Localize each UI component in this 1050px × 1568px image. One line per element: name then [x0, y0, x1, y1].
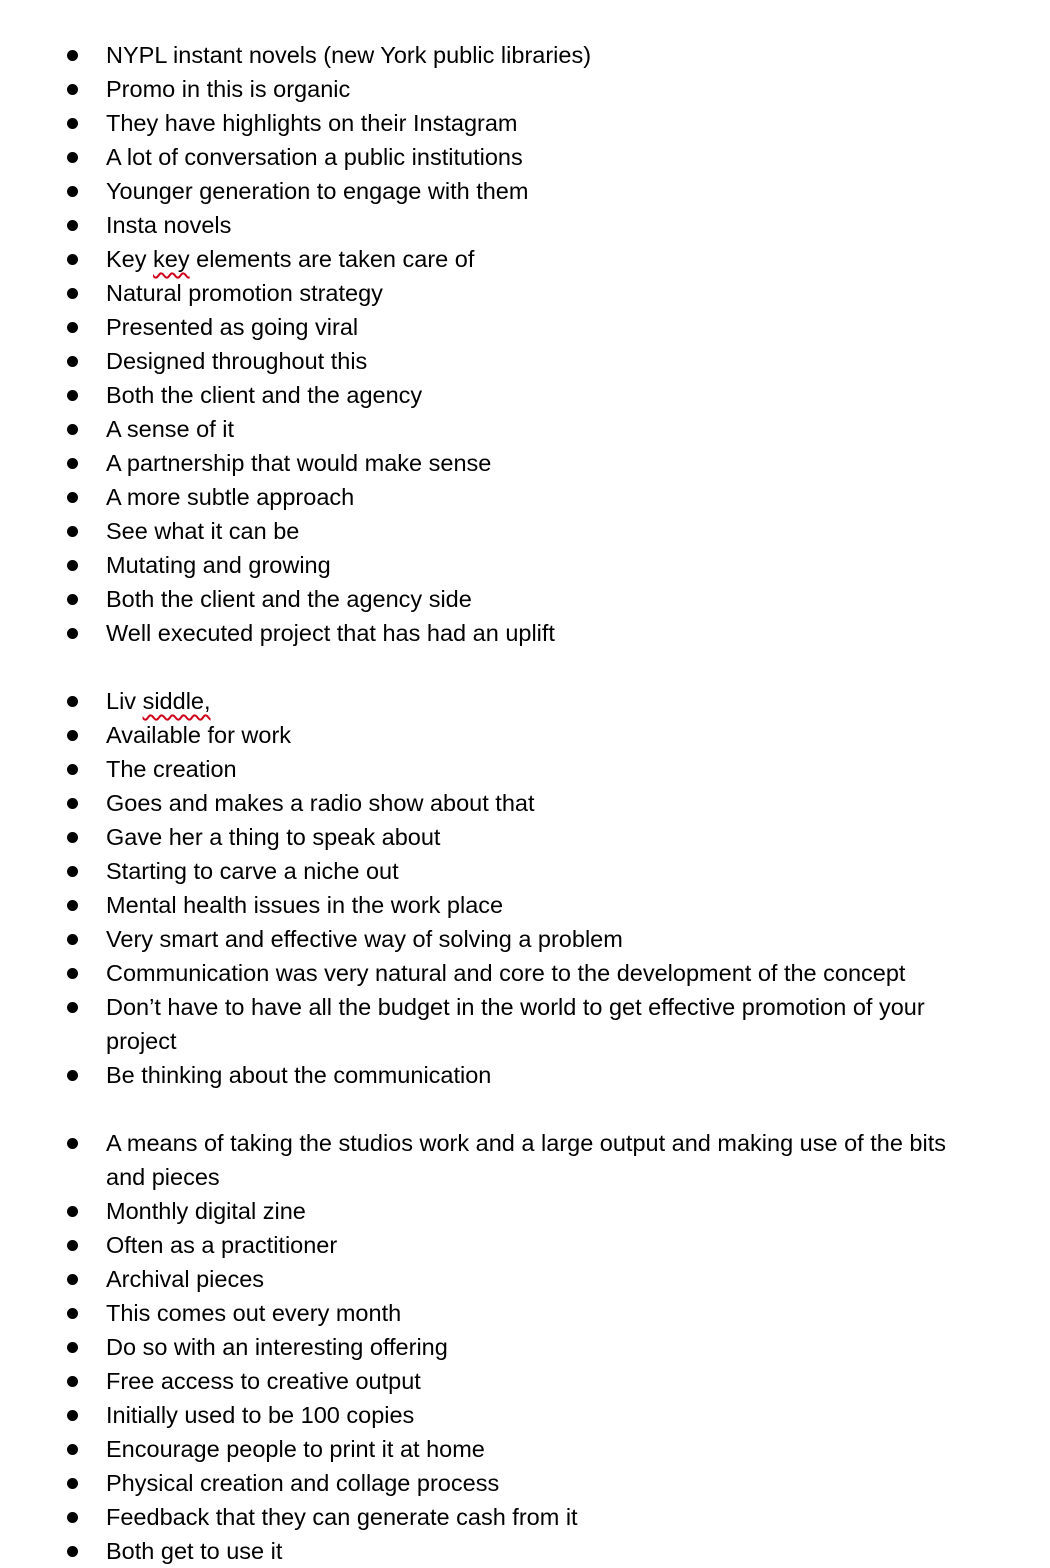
list-item	[0, 1364, 1050, 1398]
bullet-icon	[67, 866, 78, 877]
list-item	[0, 106, 1050, 140]
list-item	[0, 786, 1050, 820]
list-item	[0, 1296, 1050, 1330]
bullet-icon	[67, 1206, 78, 1217]
bullet-icon	[67, 424, 78, 435]
list-item	[0, 310, 1050, 344]
list-item	[0, 514, 1050, 548]
list-item-text: Promo in this is organic	[106, 76, 351, 102]
list-item-text: Presented as going viral	[106, 314, 359, 340]
bullet-icon	[67, 594, 78, 605]
list-item	[0, 684, 1050, 718]
list-item-text: Both the client and the agency	[106, 382, 423, 408]
list-item	[0, 1466, 1050, 1500]
list-item	[0, 854, 1050, 888]
list-item-text: Available for work	[106, 722, 292, 748]
text-run: Liv	[106, 688, 143, 714]
list-item	[0, 208, 1050, 242]
bullet-icon	[67, 934, 78, 945]
bullet-icon	[67, 220, 78, 231]
bullet-icon	[67, 288, 78, 299]
spelling-error-word[interactable]: key	[153, 246, 190, 272]
list-item-text: Mental health issues in the work place	[106, 892, 504, 918]
list-item-text	[106, 684, 980, 718]
list-item	[0, 378, 1050, 412]
list-item	[0, 1262, 1050, 1296]
bullet-icon	[67, 1274, 78, 1285]
list-item-text: Feedback that they can generate cash from it	[106, 1504, 578, 1530]
list-item-text: Well executed project that has had an uplift	[106, 620, 555, 646]
list-item-text: A means of taking the studios work and a large output and making use of the bits and pieces	[106, 1130, 946, 1190]
document-page	[0, 38, 1050, 1568]
list-item-text: A more subtle approach	[106, 484, 355, 510]
list-item	[0, 412, 1050, 446]
list-item-text: Designed throughout this	[106, 348, 368, 374]
bullet-icon	[67, 1444, 78, 1455]
list-item	[0, 344, 1050, 378]
list-item-text: Gave her a thing to speak about	[106, 824, 441, 850]
bullet-icon	[67, 84, 78, 95]
bullet-icon	[67, 968, 78, 979]
list-item-text: Don’t have to have all the budget in the world to get effective promotion of your project	[106, 994, 925, 1054]
list-item	[0, 548, 1050, 582]
list-item-text: Starting to carve a niche out	[106, 858, 399, 884]
list-item-text: Goes and makes a radio show about that	[106, 790, 535, 816]
bullet-icon	[67, 1342, 78, 1353]
list-item-text: A lot of conversation a public institutions	[106, 144, 523, 170]
list-item-text: Both the client and the agency side	[106, 586, 472, 612]
list-item	[0, 38, 1050, 72]
bullet-list-2	[0, 684, 1050, 1092]
bullet-icon	[67, 50, 78, 61]
bullet-icon	[67, 322, 78, 333]
list-item	[0, 446, 1050, 480]
list-item-text: Very smart and effective way of solving a problem	[106, 926, 623, 952]
bullet-icon	[67, 900, 78, 911]
list-item-text: Archival pieces	[106, 1266, 265, 1292]
bullet-icon	[67, 186, 78, 197]
list-item-text: NYPL instant novels (new York public libraries)	[106, 42, 592, 68]
bullet-icon	[67, 1512, 78, 1523]
bullet-icon	[67, 1002, 78, 1013]
list-item-text: A sense of it	[106, 416, 235, 442]
bullet-icon	[67, 152, 78, 163]
list-item-text: A partnership that would make sense	[106, 450, 492, 476]
list-item-text: Younger generation to engage with them	[106, 178, 529, 204]
bullet-list-1	[0, 38, 1050, 650]
list-item-text: Both get to use it	[106, 1538, 283, 1564]
list-item	[0, 174, 1050, 208]
list-item-text: Do so with an interesting offering	[106, 1334, 448, 1360]
bullet-icon	[67, 458, 78, 469]
bullet-icon	[67, 1138, 78, 1149]
list-item-text: Monthly digital zine	[106, 1198, 306, 1224]
bullet-icon	[67, 628, 78, 639]
bullet-icon	[67, 356, 78, 367]
list-item-text: Natural promotion strategy	[106, 280, 383, 306]
text-run: Key	[106, 246, 154, 272]
list-item	[0, 1330, 1050, 1364]
list-item	[0, 616, 1050, 650]
list-item	[0, 72, 1050, 106]
bullet-icon	[67, 696, 78, 707]
list-item-text: See what it can be	[106, 518, 300, 544]
bullet-icon	[67, 764, 78, 775]
list-item-text: Physical creation and collage process	[106, 1470, 500, 1496]
list-item	[0, 888, 1050, 922]
list-item	[0, 1432, 1050, 1466]
list-item-text	[106, 242, 980, 276]
list-item	[0, 956, 1050, 990]
list-item	[0, 820, 1050, 854]
bullet-icon	[67, 118, 78, 129]
list-item	[0, 1058, 1050, 1092]
bullet-list-3	[0, 1126, 1050, 1568]
list-item-text: Initially used to be 100 copies	[106, 1402, 415, 1428]
list-item	[0, 718, 1050, 752]
list-item	[0, 1194, 1050, 1228]
list-item-text: Be thinking about the communication	[106, 1062, 492, 1088]
bullet-icon	[67, 730, 78, 741]
list-item	[0, 1398, 1050, 1432]
bullet-icon	[67, 1478, 78, 1489]
list-item	[0, 582, 1050, 616]
list-item	[0, 276, 1050, 310]
bullet-icon	[67, 492, 78, 503]
list-item-text: The creation	[106, 756, 237, 782]
list-item-text: Often as a practitioner	[106, 1232, 338, 1258]
list-item	[0, 480, 1050, 514]
list-item	[0, 1228, 1050, 1262]
list-item-text: This comes out every month	[106, 1300, 402, 1326]
list-item-text: Free access to creative output	[106, 1368, 421, 1394]
bullet-icon	[67, 1546, 78, 1557]
text-run: elements are taken care of	[189, 246, 475, 272]
list-item	[0, 990, 1050, 1058]
list-item	[0, 1500, 1050, 1534]
bullet-icon	[67, 1376, 78, 1387]
list-item-text: Mutating and growing	[106, 552, 331, 578]
bullet-icon	[67, 390, 78, 401]
bullet-icon	[67, 526, 78, 537]
list-item	[0, 1534, 1050, 1568]
list-item-text: Communication was very natural and core to the development of the concept	[106, 960, 906, 986]
list-item	[0, 752, 1050, 786]
bullet-icon	[67, 798, 78, 809]
bullet-icon	[67, 560, 78, 571]
spelling-error-word[interactable]: siddle,	[142, 688, 211, 714]
bullet-icon	[67, 832, 78, 843]
list-item-text: Encourage people to print it at home	[106, 1436, 485, 1462]
list-item	[0, 242, 1050, 276]
list-item-text: Insta novels	[106, 212, 232, 238]
list-item-text: They have highlights on their Instagram	[106, 110, 518, 136]
bullet-icon	[67, 254, 78, 265]
list-item	[0, 1126, 1050, 1194]
bullet-icon	[67, 1410, 78, 1421]
bullet-icon	[67, 1308, 78, 1319]
bullet-icon	[67, 1070, 78, 1081]
list-item	[0, 922, 1050, 956]
bullet-icon	[67, 1240, 78, 1251]
list-item	[0, 140, 1050, 174]
